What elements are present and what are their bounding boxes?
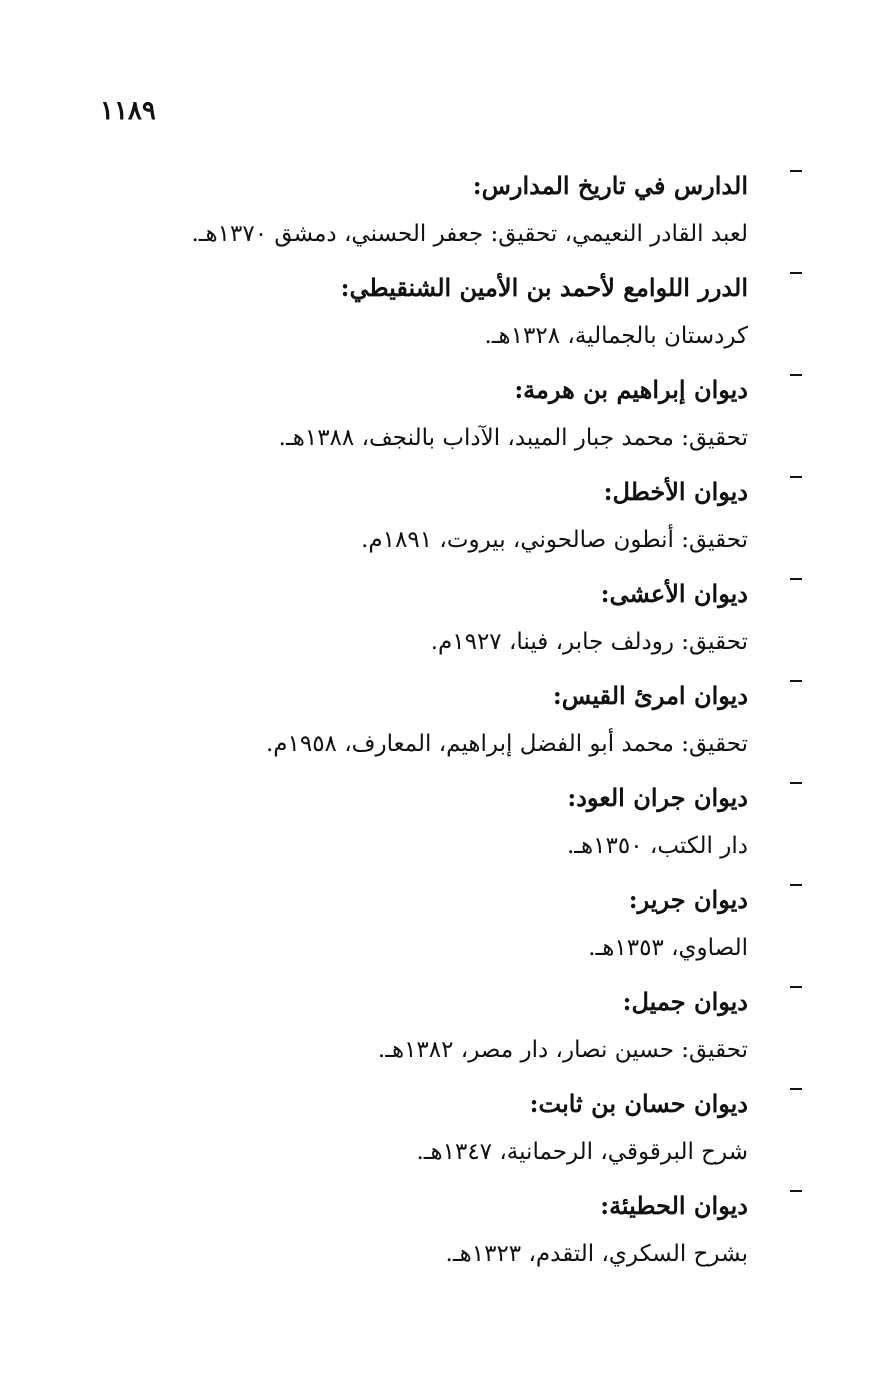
entry-title: الدارس في تاريخ المدارس:: [472, 171, 748, 200]
entry-detail: كردستان بالجمالية، ١٣٢٨هـ.: [484, 323, 748, 349]
entry-detail: تحقيق: حسين نصار، دار مصر، ١٣٨٢هـ.: [377, 1037, 748, 1063]
page-number: ١١٨٩: [100, 96, 156, 126]
dash-bullet: [790, 476, 802, 478]
list-item: [0, 768, 885, 870]
entry-detail: بشرح السكري، التقدم، ١٣٢٣هـ.: [445, 1241, 748, 1267]
entry-detail: تحقيق: أنطون صالحوني، بيروت، ١٨٩١م.: [361, 527, 748, 553]
entry-title: ديوان الأعشى:: [600, 579, 748, 608]
entry-title: ديوان جران العود:: [567, 783, 748, 812]
list-item: [0, 564, 885, 666]
entry-title: ديوان الأخطل:: [603, 477, 748, 506]
list-item: [0, 666, 885, 768]
entry-detail: لعبد القادر النعيمي، تحقيق: جعفر الحسني، دمشق ١٣٧٠هـ.: [191, 221, 748, 247]
list-item: [0, 258, 885, 360]
entry-detail: تحقيق: رودلف جابر، فينا، ١٩٢٧م.: [430, 629, 748, 655]
entry-title: ديوان حسان بن ثابت:: [529, 1089, 748, 1118]
entry-title: ديوان إبراهيم بن هرمة:: [514, 375, 748, 404]
dash-bullet: [790, 680, 802, 682]
entry-title: ديوان جميل:: [622, 987, 748, 1016]
dash-bullet: [790, 374, 802, 376]
dash-bullet: [790, 272, 802, 274]
list-item: [0, 360, 885, 462]
dash-bullet: [790, 884, 802, 886]
entry-title: الدرر اللوامع لأحمد بن الأمين الشنقيطي:: [340, 273, 748, 302]
dash-bullet: [790, 578, 802, 580]
list-item: [0, 156, 885, 258]
dash-bullet: [790, 1088, 802, 1090]
entry-detail: شرح البرقوقي، الرحمانية، ١٣٤٧هـ.: [416, 1139, 748, 1165]
entry-title: ديوان امرئ القيس:: [552, 681, 748, 710]
bibliography-list: [0, 156, 885, 1278]
list-item: [0, 462, 885, 564]
list-item: [0, 1074, 885, 1176]
entry-detail: الصاوي، ١٣٥٣هـ.: [588, 935, 748, 961]
entry-detail: تحقيق: محمد أبو الفضل إبراهيم، المعارف، ١٩٥٨م.: [265, 731, 748, 757]
list-item: [0, 972, 885, 1074]
entry-detail: تحقيق: محمد جبار الميبد، الآداب بالنجف، ١٣٨٨هـ.: [278, 425, 748, 451]
dash-bullet: [790, 782, 802, 784]
list-item: [0, 1176, 885, 1278]
entry-title: ديوان الحطيئة:: [600, 1191, 748, 1220]
dash-bullet: [790, 170, 802, 172]
list-item: [0, 870, 885, 972]
entry-title: ديوان جرير:: [628, 885, 748, 914]
entry-detail: دار الكتب، ١٣٥٠هـ.: [566, 833, 748, 859]
dash-bullet: [790, 1190, 802, 1192]
dash-bullet: [790, 986, 802, 988]
